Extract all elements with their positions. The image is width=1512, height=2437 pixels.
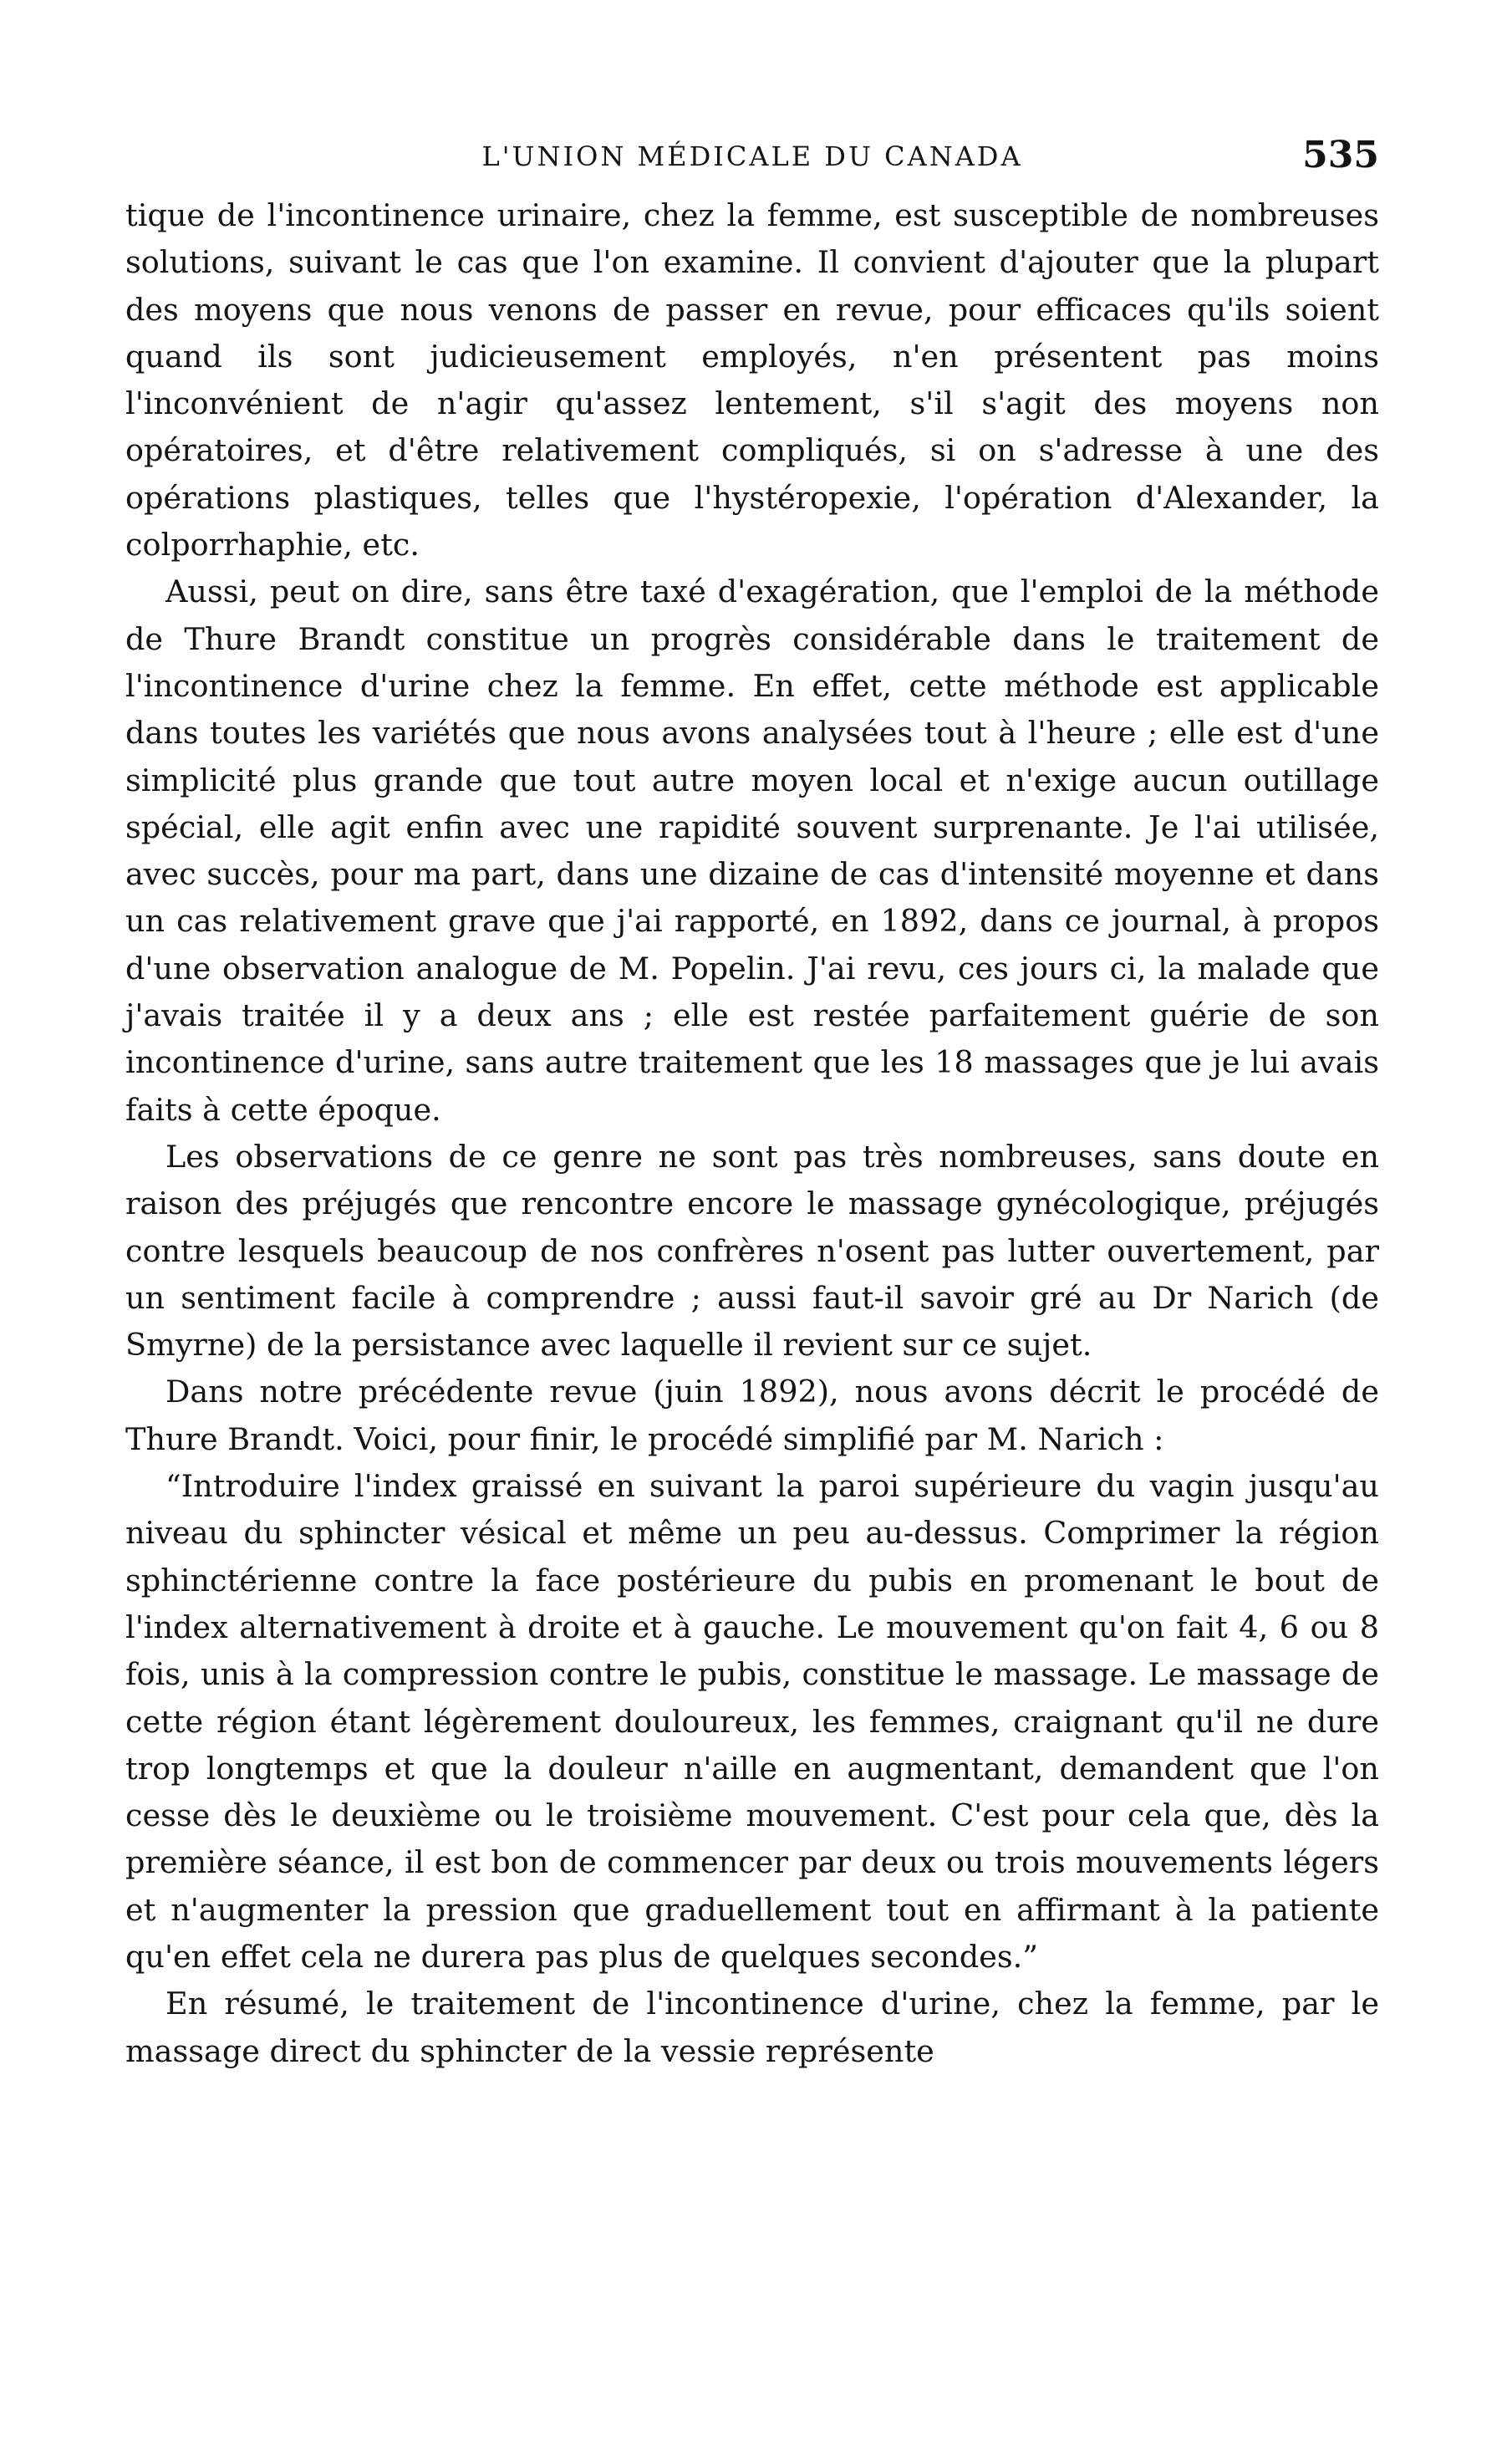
running-header: [125, 125, 1379, 192]
paragraph-4: Dans notre précédente revue (juin 1892), nous avons décrit le procédé de Thure Brandt. Voici, pour finir, le procédé simplifié par M. Narich :: [125, 1374, 1379, 1457]
document-page: [125, 125, 1379, 2383]
paragraph-3: Les observations de ce genre ne sont pas très nombreuses, sans doute en raison des préjugés que rencontre encore le massage gynécologique, préjugés contre lesquels beaucoup de nos confrères n'osent pas lutter ouvertement, par un sentiment facile à comprendre ; aussi faut-il savoir gré au Dr Narich (de Smyrne) de la persistance avec laquelle il revient sur ce sujet.: [125, 1138, 1379, 1364]
body-text: [125, 192, 1379, 2075]
quoted-procedure: “Introduire l'index graissé en suivant la paroi supérieure du vagin jusqu'au niveau du sphincter vésical et même un peu au-dessus. Comprimer la région sphinctérienne contre la face postérieure du pubis en promenant le bout de l'index alternativement à droite et à gauche. Le mouvement qu'on fait 4, 6 ou 8 fois, unis à la compression contre le pubis, constitue le massage. Le massage de cette région étant légèrement douloureux, les femmes, craignant qu'il ne dure trop longtemps et que la douleur n'aille en augmentant, demandent que l'on cesse dès le deuxième ou le troisième mouvement. C'est pour cela que, dès la première séance, il est bon de commencer par deux ou trois mouvements légers et n'augmenter la pression que graduellement tout en affirmant à la patiente qu'en effet cela ne durera pas plus de quelques secondes.”: [125, 1468, 1379, 1975]
running-title: L'UNION MÉDICALE DU CANADA: [481, 140, 1023, 172]
page-number: 535: [1302, 134, 1379, 176]
paragraph-6: En résumé, le traitement de l'incontinence d'urine, chez la femme, par le massage direct du sphincter de la vessie représente: [125, 1986, 1379, 2069]
paragraph-1: tique de l'incontinence urinaire, chez la femme, est susceptible de nombreuses solutions, suivant le cas que l'on examine. Il convient d'ajouter que la plupart des moyens que nous venons de passer en revue, pour efficaces qu'ils soient quand ils sont judicieusement employés, n'en présentent pas moins l'inconvénient de n'agir qu'assez lentement, s'il s'agit des moyens non opératoires, et d'être relativement compliqués, si on s'adresse à une des opérations plastiques, telles que l'hystéropexie, l'opération d'Alexander, la colporrhaphie, etc.: [125, 197, 1379, 563]
paragraph-2: Aussi, peut on dire, sans être taxé d'exagération, que l'emploi de la méthode de Thure Brandt constitue un progrès considérable dans le traitement de l'incontinence d'urine chez la femme. En effet, cette méthode est applicable dans toutes les variétés que nous avons analysées tout à l'heure ; elle est d'une simplicité plus grande que tout autre moyen local et n'exige aucun outillage spécial, elle agit enfin avec une rapidité souvent surprenante. Je l'ai utilisée, avec succès, pour ma part, dans une dizaine de cas d'intensité moyenne et dans un cas relativement grave que j'ai rapporté, en 1892, dans ce journal, à propos d'une observation analogue de M. Popelin. J'ai revu, ces jours ci, la malade que j'avais traitée il y a deux ans ; elle est restée parfaitement guérie de son incontinence d'urine, sans autre traitement que les 18 massages que je lui avais faits à cette époque.: [125, 574, 1379, 1128]
